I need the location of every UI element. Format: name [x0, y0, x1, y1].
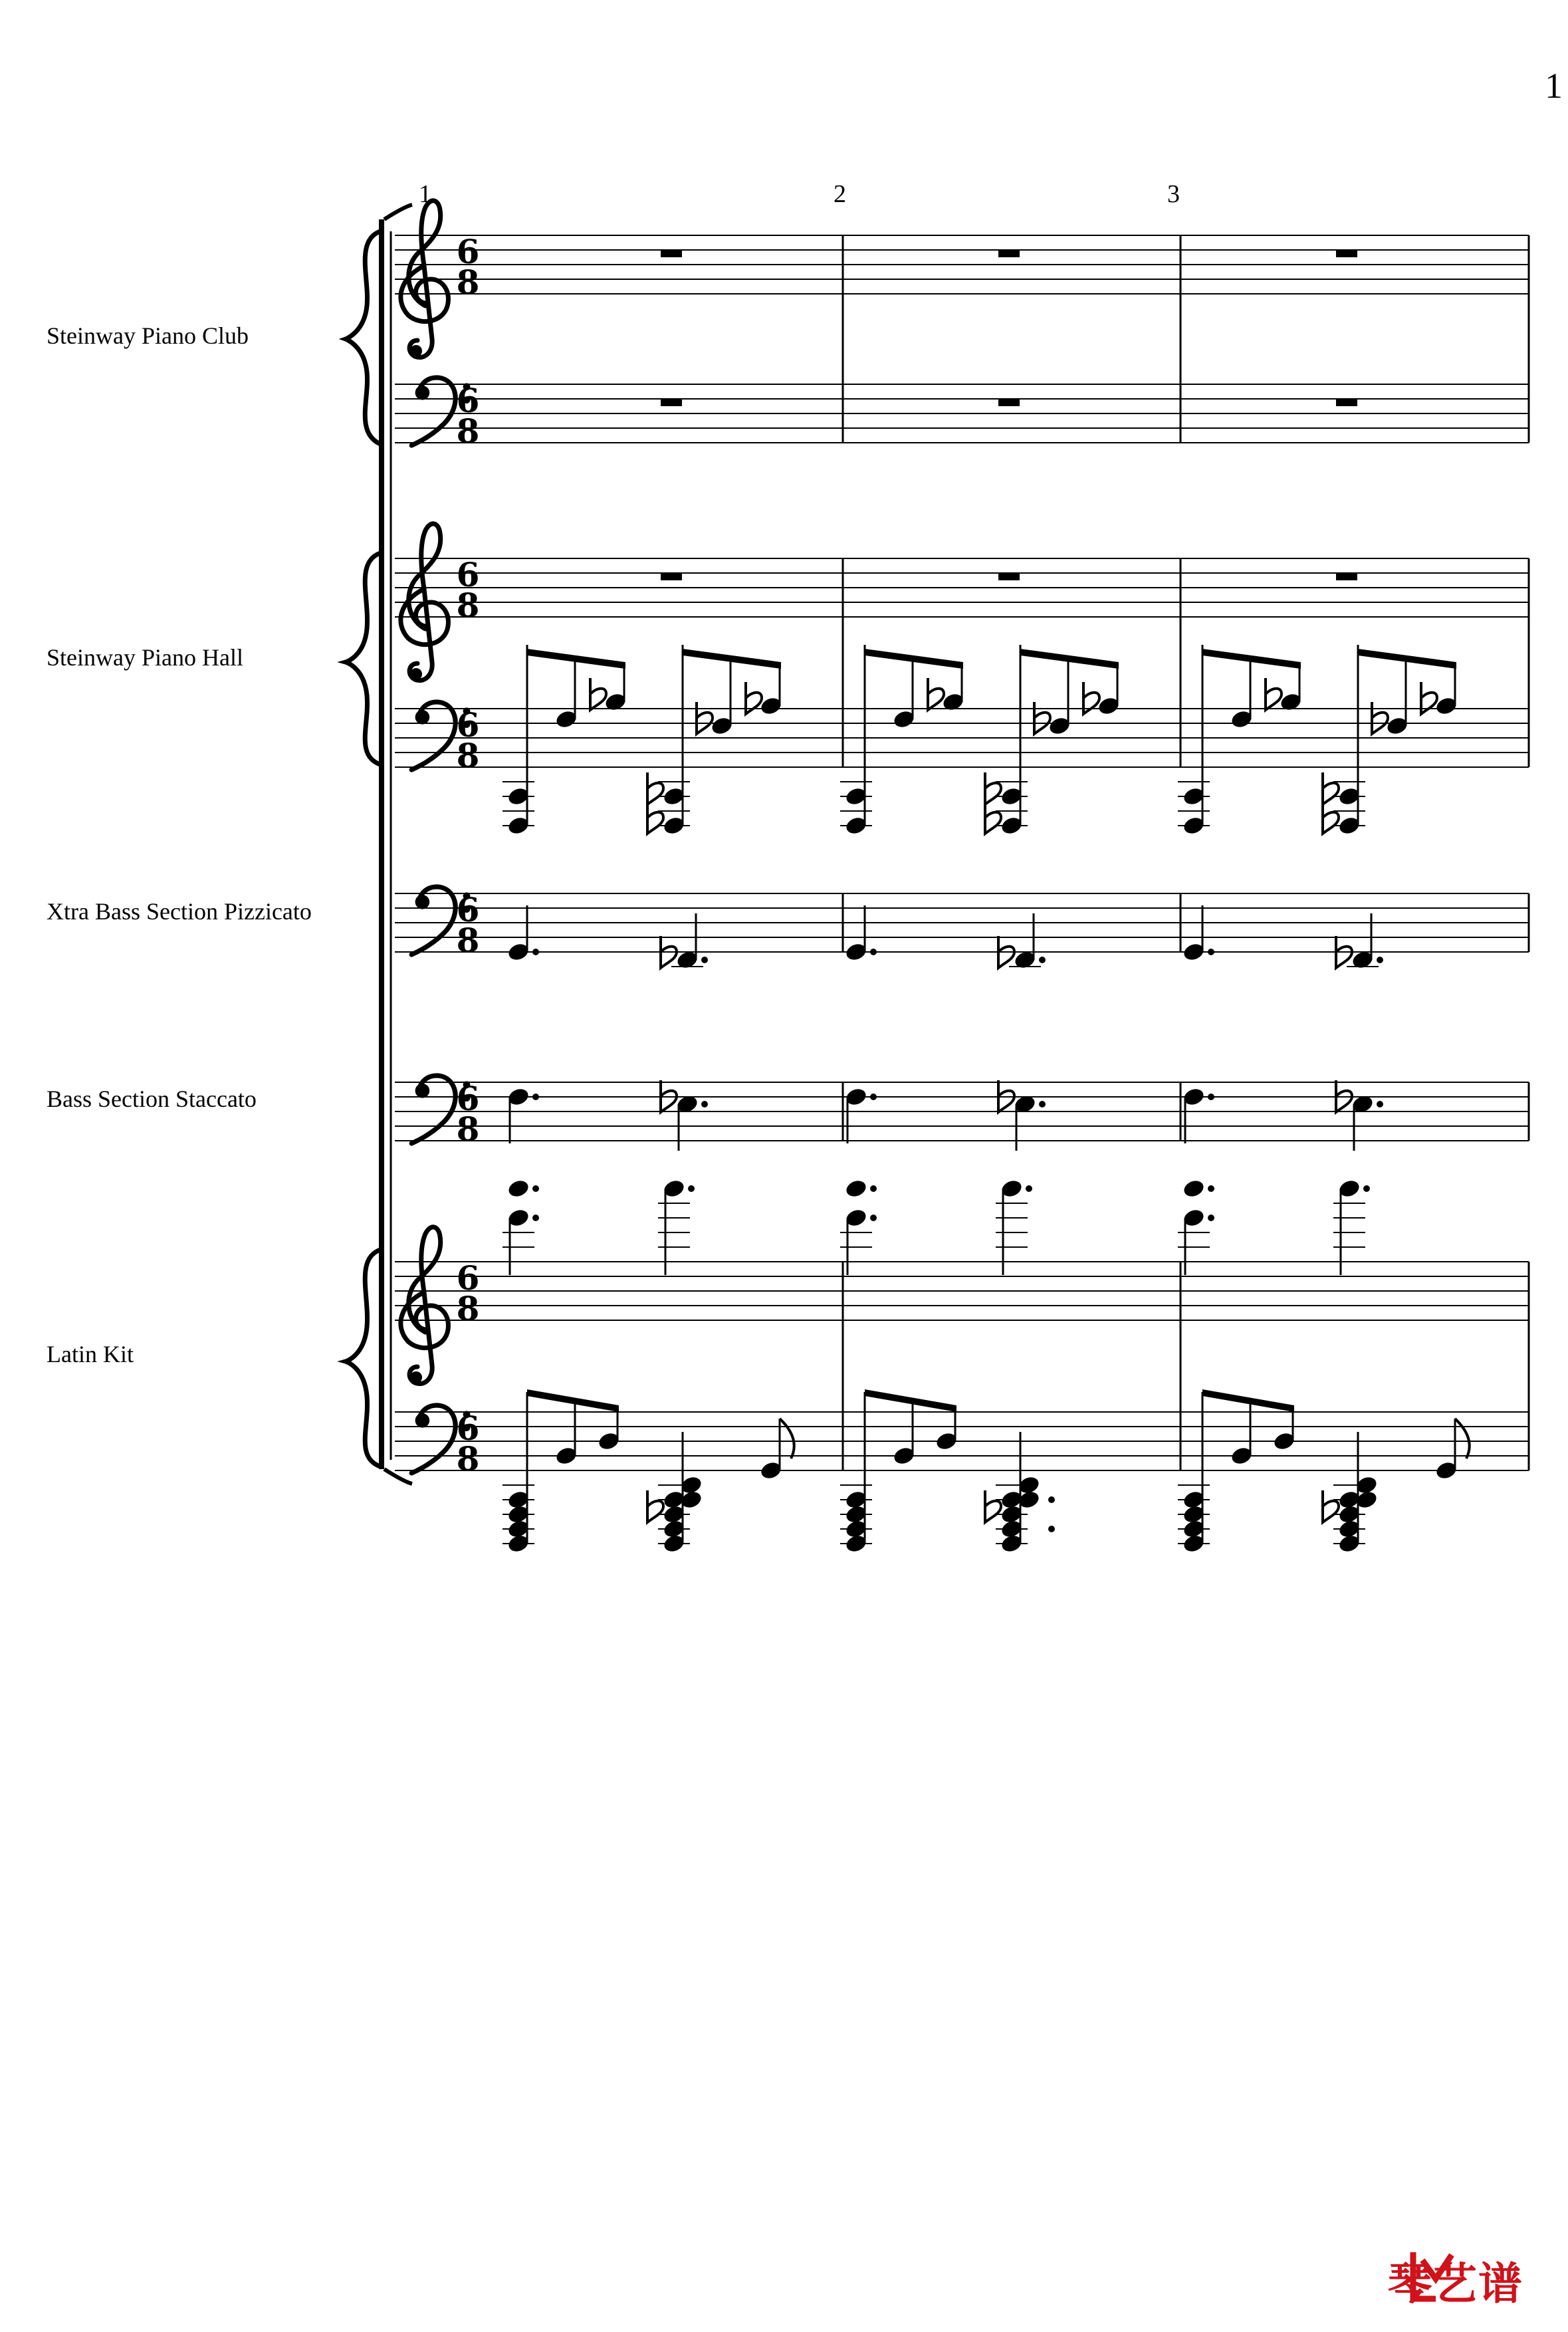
- dot: [1048, 1496, 1055, 1503]
- dot: [1363, 1185, 1370, 1192]
- note: [1182, 1178, 1206, 1199]
- dot: [1026, 1185, 1032, 1192]
- staff-1: [395, 201, 1529, 358]
- time-signature-bottom: 8: [456, 1289, 480, 1328]
- staff-2: [395, 378, 1529, 451]
- dot: [1208, 1215, 1214, 1221]
- dot: [870, 1094, 877, 1100]
- time-signature-top: 6: [456, 555, 480, 594]
- dot: [1377, 957, 1383, 963]
- dot: [1208, 949, 1214, 955]
- notehead: [1182, 1178, 1206, 1199]
- xtra-bass-note: [506, 905, 530, 963]
- time-signature-bottom: 8: [456, 1439, 480, 1478]
- beam: [1020, 649, 1119, 669]
- time-signature-top: 6: [456, 1258, 480, 1298]
- bass-staccato-note: [1013, 1094, 1037, 1151]
- flag: [780, 1419, 794, 1458]
- staff-5: [395, 887, 1529, 960]
- dot: [1039, 957, 1046, 963]
- measure-labels: [419, 180, 1180, 208]
- instrument-name-latin-kit: Latin Kit: [47, 1341, 134, 1367]
- bass-staccato-note: [506, 1086, 530, 1143]
- flat-icon: [647, 802, 663, 834]
- beam: [1358, 649, 1456, 669]
- whole-rest-icon: [998, 399, 1020, 406]
- brace-piano-club: [346, 231, 380, 444]
- dot: [1208, 1094, 1214, 1100]
- dot: [688, 1185, 695, 1192]
- time-signature-bottom: 8: [456, 1109, 480, 1149]
- flat-icon: [1266, 678, 1282, 710]
- xtra-bass-note: [1351, 913, 1375, 971]
- bass-staccato-note: [675, 1094, 699, 1151]
- dot: [870, 949, 877, 955]
- beam: [683, 649, 781, 669]
- flat-icon: [647, 1490, 663, 1522]
- time-signature-top: 6: [456, 705, 480, 745]
- time-signature-bottom: 8: [456, 411, 480, 451]
- flat-icon: [1323, 772, 1339, 804]
- instrument-name-bass-staccato: Bass Section Staccato: [47, 1086, 257, 1112]
- dot: [1377, 1101, 1383, 1108]
- beam: [865, 1389, 956, 1412]
- system-bracket: [379, 205, 412, 1484]
- flat-icon: [1372, 702, 1388, 734]
- xtra-bass-note: [1013, 913, 1037, 971]
- flat-icon: [985, 802, 1001, 834]
- time-signature-top: 6: [456, 1079, 480, 1118]
- measure-number: 2: [834, 180, 846, 208]
- notehead: [506, 1178, 530, 1199]
- whole-rest-icon: [998, 573, 1020, 580]
- flat-icon: [647, 772, 663, 804]
- notes: [503, 250, 1470, 1554]
- instrument-name-piano-hall: Steinway Piano Hall: [47, 644, 243, 671]
- time-signature-bottom: 8: [456, 586, 480, 625]
- watermark-text: 琴艺谱: [1388, 2258, 1523, 2309]
- dot: [1039, 1101, 1046, 1108]
- dot: [532, 1094, 539, 1100]
- brace-piano-hall: [346, 553, 380, 764]
- note: [844, 1178, 868, 1199]
- flat-icon: [697, 702, 713, 734]
- time-signature-bottom: 8: [456, 263, 480, 302]
- time-signature-bottom: 8: [456, 921, 480, 960]
- whole-rest-icon: [1336, 573, 1357, 580]
- beam: [527, 649, 625, 669]
- flat-icon: [1323, 802, 1339, 834]
- time-signature-top: 6: [456, 1409, 480, 1448]
- whole-rest-icon: [661, 250, 682, 257]
- staff-6: [395, 1076, 1529, 1149]
- whole-rest-icon: [661, 399, 682, 406]
- dot: [1048, 1526, 1055, 1532]
- dot: [532, 949, 539, 955]
- whole-rest-icon: [1336, 399, 1357, 406]
- beam: [865, 649, 963, 669]
- dot: [701, 1101, 708, 1108]
- instrument-name-piano-club: Steinway Piano Club: [47, 322, 249, 349]
- measure-number: 1: [419, 180, 431, 208]
- dot: [532, 1215, 539, 1221]
- measure-number: 3: [1167, 180, 1180, 208]
- time-signature-top: 6: [456, 232, 480, 271]
- staves: [395, 201, 1529, 1478]
- whole-rest-icon: [998, 250, 1020, 257]
- bass-staccato-note: [1351, 1094, 1375, 1151]
- notehead: [844, 1178, 868, 1199]
- xtra-bass-note: [1182, 905, 1206, 963]
- dot: [870, 1215, 877, 1221]
- brace-latin-kit: [346, 1250, 380, 1466]
- dot: [1208, 1185, 1214, 1192]
- flag: [1455, 1419, 1470, 1458]
- flat-icon: [1034, 702, 1050, 734]
- page-number: 1: [1545, 66, 1563, 106]
- flat-icon: [985, 772, 1001, 804]
- xtra-bass-note: [675, 913, 699, 971]
- beam: [527, 1389, 619, 1412]
- flat-icon: [985, 1490, 1001, 1522]
- whole-rest-icon: [1336, 250, 1357, 257]
- xtra-bass-note: [844, 905, 868, 963]
- dot: [701, 957, 708, 963]
- instrument-name-xtra-bass: Xtra Bass Section Pizzicato: [47, 898, 312, 925]
- time-signature-bottom: 8: [456, 736, 480, 775]
- dot: [532, 1185, 539, 1192]
- whole-rest-icon: [661, 573, 682, 580]
- note: [506, 1178, 530, 1199]
- flat-icon: [1323, 1490, 1339, 1522]
- flat-icon: [590, 678, 606, 710]
- beam: [1202, 649, 1301, 669]
- flat-icon: [928, 678, 944, 710]
- time-signature-top: 6: [456, 381, 480, 420]
- beam: [1202, 1389, 1294, 1412]
- bass-staccato-note: [1182, 1086, 1206, 1143]
- bass-staccato-note: [844, 1086, 868, 1143]
- dot: [870, 1185, 877, 1192]
- staff-7: [395, 1227, 1529, 1384]
- time-signature-top: 6: [456, 890, 480, 929]
